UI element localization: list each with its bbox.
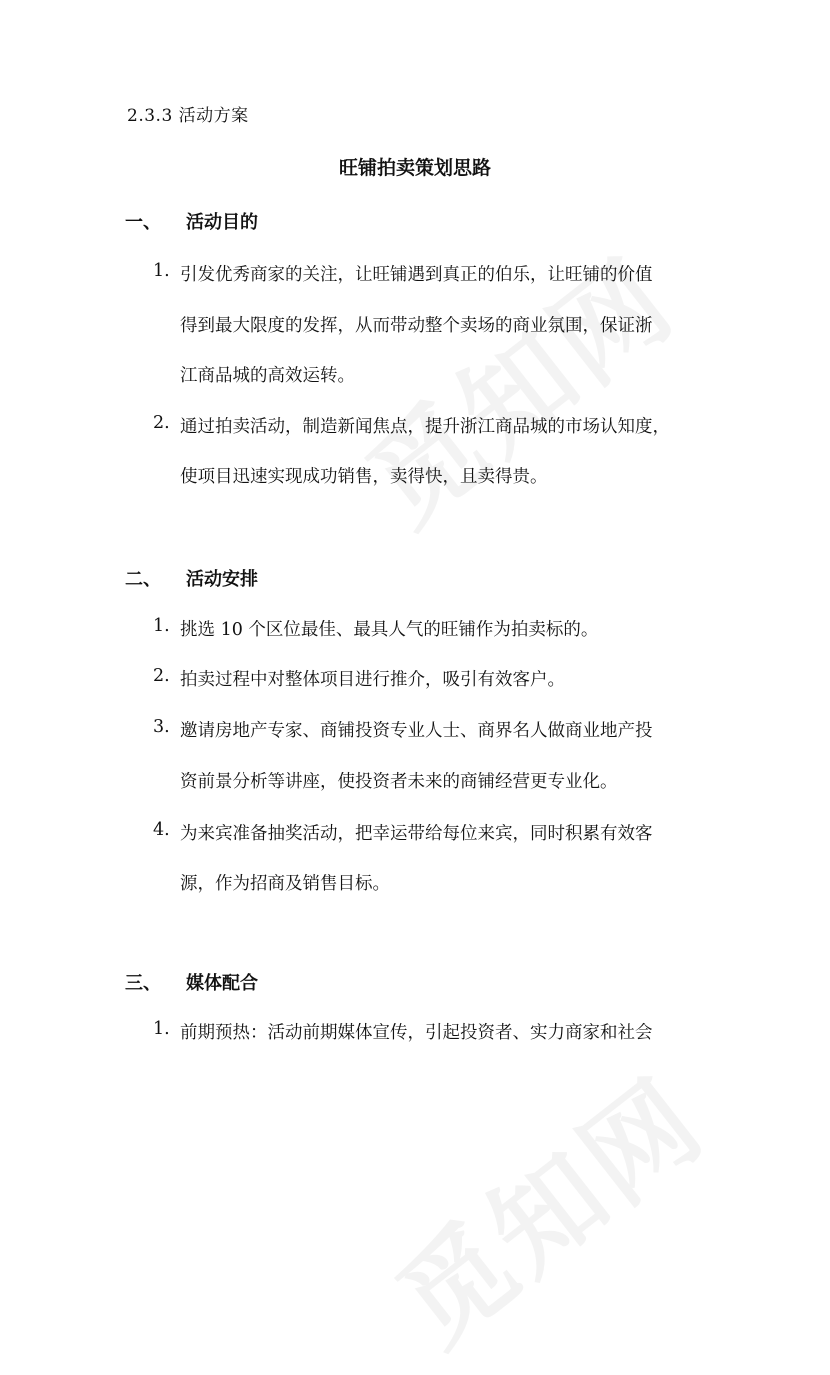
watermark-lower [360, 1036, 732, 1375]
section-3-title: 媒体配合 [186, 973, 258, 994]
section-3-number: 三、 [125, 973, 161, 994]
list-item-number: 2. [153, 413, 170, 433]
list-item-line: 使项目迅速实现成功销售，卖得快，且卖得贵。 [180, 467, 548, 487]
list-item-number: 4. [153, 820, 170, 840]
list-item-line: 通过拍卖活动，制造新闻焦点，提升浙江商品城的市场认知度， [180, 417, 670, 437]
list-item-line: 资前景分析等讲座，使投资者未来的商铺经营更专业化。 [180, 772, 618, 792]
list-item-line: 为来宾准备抽奖活动，把幸运带给每位来宾，同时积累有效客 [180, 824, 653, 844]
list-item-line: 邀请房地产专家、商铺投资专业人士、商界名人做商业地产投 [180, 721, 653, 741]
list-item-line: 得到最大限度的发挥，从而带动整个卖场的商业氛围，保证浙 [180, 316, 653, 336]
document-title: 旺铺拍卖策划思路 [338, 157, 491, 179]
list-item-line: 江商品城的高效运转。 [180, 366, 355, 386]
list-item-line: 引发优秀商家的关注，让旺铺遇到真正的伯乐，让旺铺的价值 [180, 265, 653, 285]
list-item-line: 源，作为招商及销售目标。 [180, 874, 390, 894]
section-number: 2.3.3 活动方案 [127, 106, 249, 126]
list-item-line: 拍卖过程中对整体项目进行推介，吸引有效客户。 [180, 670, 565, 690]
list-item-number: 2. [153, 666, 170, 686]
list-item-line: 挑选 10 个区位最佳、最具人气的旺铺作为拍卖标的。 [180, 620, 599, 640]
list-item-number: 3. [153, 717, 170, 737]
list-item-line: 前期预热：活动前期媒体宣传，引起投资者、实力商家和社会 [180, 1023, 653, 1043]
section-2-title: 活动安排 [186, 569, 258, 590]
list-item-number: 1. [153, 616, 170, 636]
section-1-title: 活动目的 [186, 212, 258, 233]
section-1-number: 一、 [125, 212, 161, 233]
list-item-number: 1. [153, 1019, 170, 1039]
section-2-number: 二、 [125, 569, 161, 590]
list-item-number: 1. [153, 261, 170, 281]
